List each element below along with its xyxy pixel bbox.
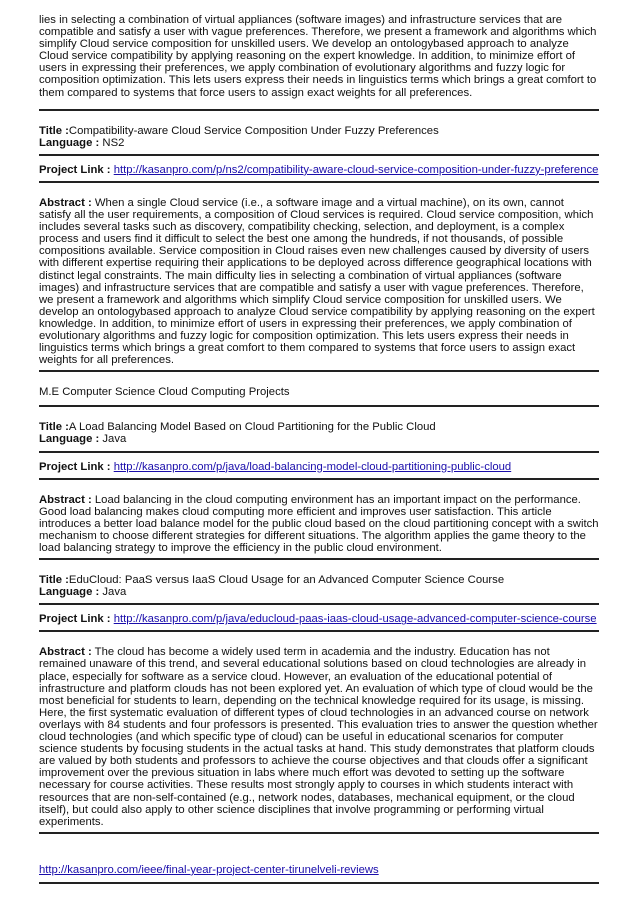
divider	[39, 882, 599, 884]
section-heading: M.E Computer Science Cloud Computing Projects	[39, 386, 290, 399]
language-label: Language :	[39, 136, 100, 149]
abstract-label: Abstract :	[39, 196, 92, 209]
title-label: Title :	[39, 574, 69, 587]
project-link-label: Project Link :	[39, 460, 111, 473]
project-link-row	[39, 613, 599, 625]
project-title-row	[39, 574, 599, 586]
project-link[interactable]: http://kasanpro.com/p/java/educloud-paas-iaas-cloud-usage-advanced-computer-science-course	[113, 613, 597, 626]
project-link[interactable]: http://kasanpro.com/p/java/load-balancing-model-cloud-partitioning-public-cloud	[113, 460, 512, 473]
project-language: NS2	[102, 136, 125, 149]
footer-link-row	[39, 864, 599, 876]
abstract-label: Abstract :	[39, 493, 92, 506]
project-abstract-text: When a single Cloud service (i.e., a software image and a virtual machine), on its own, cannot satisfy all the user requirements, a composition of Cloud services is required. Cloud service composition, which includes several tasks such as discovery, compatibility checking, selection, and deployment, is a complex process and users find it difficult to select the best one among the hundreds, if not thousands, of possible compositions available. Service composition in Cloud raises even new challenges caused by diversity of users with different expertise requiring their applications to be deployed across difference geographical locations with distinct legal constraints. The main difficulty lies in selecting a combination of virtual appliances (software images) and infrastructure services that are compatible and satisfy a user with vague preferences. Therefore, we present a framework and algorithms which simplify Cloud service composition for unskilled users. We develop an ontologybased approach to analyze Cloud service compatibility by applying reasoning on the expert knowledge. In addition, to minimize effort of users in expressing their preferences, we apply combination of evolutionary algorithms and fuzzy logic for composition optimization. This lets users express their needs in linguistics terms which brings a great comfort to them compared to systems that force users to assign exact weights for all preferences.	[39, 196, 595, 367]
document-page	[39, 14, 599, 884]
project-title: Compatibility-aware Cloud Service Composition Under Fuzzy Preferences	[68, 124, 439, 137]
project-language: Java	[102, 433, 127, 446]
project-abstract	[39, 646, 599, 827]
project-abstract	[39, 197, 599, 366]
project-abstract-text: The cloud has become a widely used term in academia and the industry. Education has not remained unaware of this trend, and several educational solutions based on cloud technologies are already in place, especially for software as a service cloud. However, an evaluation of the educational potential of infrastructure and platform clouds has not been explored yet. An evaluation of which type of cloud would be the most beneficial for students to learn, depending on the technical knowledge required for its usage, is missing. Here, the first systematic evaluation of different types of cloud technologies in an advanced course on network overlays with 84 students and four professors is presented. This evaluation tries to answer the question whether cloud technologies (and which specific type of cloud) can be useful in educational scenarios for computer science students by focusing students in the actual tasks at hand. This study demonstrates that platform clouds are valued by both students and professors to achieve the course objectives and that clouds offer a significant improvement over the previous situation in labs where much effort was devoted to setting up the software necessary for course activities. These results most strongly apply to courses in which students interact with resources that are non-self-contained (e.g., network nodes, databases, mechanical equipment, or the cloud itself), but could also apply to other science disciplines that involve programming or performing virtual experiments.	[39, 646, 598, 828]
project-title: A Load Balancing Model Based on Cloud Partitioning for the Public Cloud	[68, 421, 436, 434]
footer-link[interactable]: http://kasanpro.com/ieee/final-year-project-center-tirunelveli-reviews	[39, 863, 379, 876]
project-language-row	[39, 586, 599, 598]
project-language-row	[39, 433, 599, 445]
project-entry	[39, 125, 599, 373]
project-link-row	[39, 461, 599, 473]
abstract-label: Abstract :	[39, 646, 92, 659]
project-language: Java	[102, 586, 127, 599]
language-label: Language :	[39, 586, 100, 599]
project-abstract	[39, 494, 599, 554]
project-title: EduCloud: PaaS versus IaaS Cloud Usage for an Advanced Computer Science Course	[68, 574, 505, 587]
project-entry	[39, 574, 599, 834]
title-label: Title :	[39, 124, 69, 137]
project-entry	[39, 421, 599, 560]
project-title-row	[39, 125, 599, 137]
language-label: Language :	[39, 433, 100, 446]
project-link-label: Project Link :	[39, 613, 111, 626]
project-title-row	[39, 421, 599, 433]
intro-abstract-continuation: lies in selecting a combination of virtual appliances (software images) and infrastructure services that are compatible and satisfy a user with vague preferences. Therefore, we present a framework and algorithms which simplify Cloud service composition for unskilled users. We develop an ontologybased approach to analyze Cloud service compatibility by applying reasoning on the expert knowledge. In addition, to minimize effort of users in expressing their preferences, we apply combination of evolutionary algorithms and fuzzy logic for composition optimization. This lets users express their needs in linguistics terms which brings a great comfort to them compared to systems that force users to assign exact weights for all preferences.	[39, 14, 597, 99]
project-link-row	[39, 164, 599, 176]
project-abstract-text: Load balancing in the cloud computing environment has an important impact on the performance. Good load balancing makes cloud computing more efficient and improves user satisfaction. This article introduces a better load balance model for the public cloud based on the cloud partitioning concept with a switch mechanism to choose different strategies for different situations. The algorithm applies the game theory to the load balancing strategy to improve the efficiency in the public cloud environment.	[39, 493, 599, 554]
project-link-label: Project Link :	[39, 163, 111, 176]
project-link[interactable]: http://kasanpro.com/p/ns2/compatibility-aware-cloud-service-composition-under-fuzzy-preference	[113, 163, 599, 176]
project-language-row	[39, 137, 599, 149]
title-label: Title :	[39, 421, 69, 434]
